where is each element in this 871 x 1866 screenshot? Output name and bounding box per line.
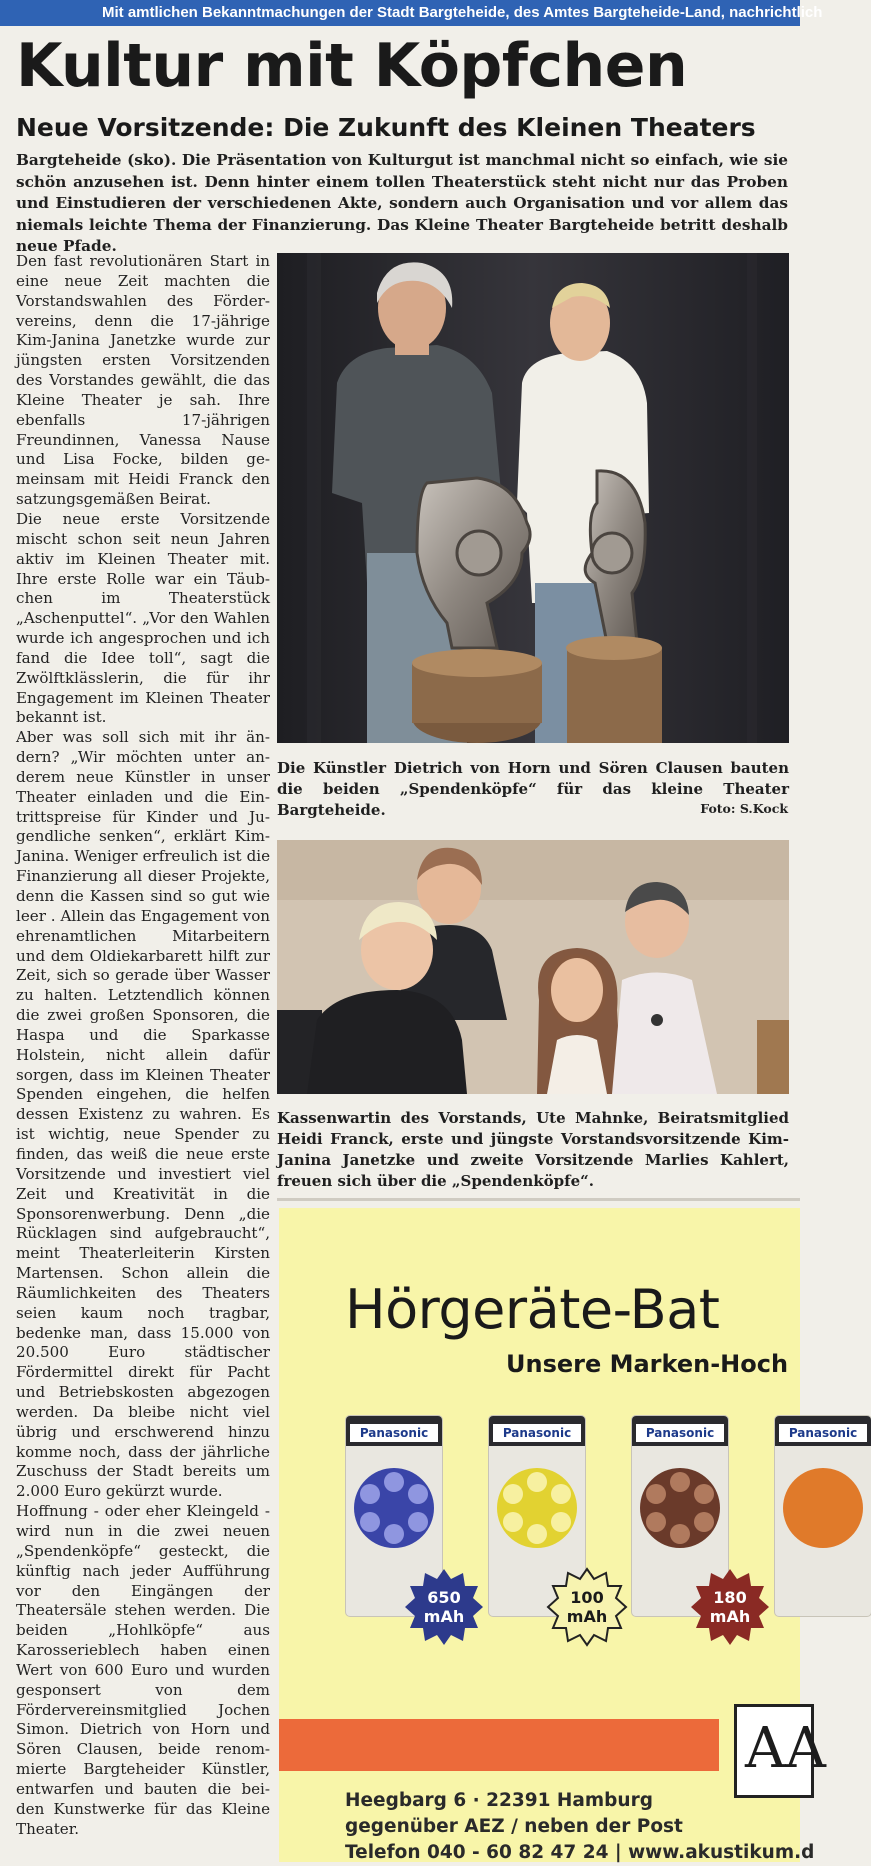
photo-board-illustration bbox=[277, 840, 789, 1094]
ad-subtitle: Unsere Marken-Hoch bbox=[506, 1350, 789, 1378]
section-divider bbox=[277, 1198, 800, 1201]
ad-location-note: gegenüber AEZ / neben der Post bbox=[345, 1816, 683, 1837]
ad-title: Hörgeräte-Bat bbox=[345, 1278, 720, 1341]
battery-brand-label: Panasonic bbox=[493, 1424, 581, 1442]
photo-artists-sculptures bbox=[277, 253, 789, 743]
body-paragraph-2: Die neue erste Vorsitzende mischt schon seit neun Jahren aktiv im Kleinen Theater mit. Ihre erste Rolle war ein Täubchen im Theaterstück „Aschenputtel“. „Vor den Wahlen wurde ich angesprochen und ich fand die Idee toll“, sagt die Zwölftklässlerin, die für ihr Engagement im Kleinen Theater bekannt ist. bbox=[16, 509, 270, 727]
ad-company-logo: AA bbox=[734, 1704, 814, 1798]
capacity-badge-650 bbox=[405, 1568, 483, 1646]
photo-artists-illustration bbox=[277, 253, 789, 743]
badge-unit: mAh bbox=[709, 1607, 751, 1626]
subheadline: Neue Vorsitzende: Die Zukunft des Kleinen Theaters bbox=[16, 113, 756, 142]
badge-value: 650 bbox=[427, 1588, 461, 1607]
photo-credit: Foto: S.Kock bbox=[700, 801, 788, 816]
headline: Kultur mit Köpfchen bbox=[16, 31, 688, 101]
badge-unit: mAh bbox=[566, 1607, 608, 1626]
photo1-caption: Die Künstler Dietrich von Horn und Sören Clausen bauten die beiden „Spendenköpfe“ für das kleine Theater Bargteheide. bbox=[277, 759, 789, 819]
battery-disc-icon bbox=[497, 1468, 577, 1548]
ad-address-block bbox=[345, 1788, 815, 1866]
lead-paragraph: Bargteheide (sko). Die Präsentation von Kulturgut ist manchmal nicht so einfach, wie sie schön anzusehen ist. Denn hinter einem tollen Theaterstück steht nicht nur das Proben und Einstudieren der verschiedenen Akte, sondern auch Organisation und vor allem das niemals leichte Thema der Finanzierung. Das Kleine Theater Bargteheide betritt deshalb neue Pfade. bbox=[16, 151, 788, 255]
battery-disc-icon bbox=[640, 1468, 720, 1548]
battery-brand-label: Panasonic bbox=[350, 1424, 438, 1442]
battery-brand-label: Panasonic bbox=[636, 1424, 724, 1442]
battery-pack-orange bbox=[775, 1416, 871, 1616]
badge-unit: mAh bbox=[423, 1607, 465, 1626]
capacity-badge-180 bbox=[691, 1568, 769, 1646]
ad-street: Heegbarg 6 · 22391 Hamburg bbox=[345, 1790, 653, 1811]
body-paragraph-4: Hoffnung - oder eher Kleingeld - wird nun in die zwei neuen „Spendenköpfe“ gesteckt, die künftig nach jeder Aufführung vor den Eingängen der Theatersäle stehen werden. Die beiden „Hohlköpfe“ aus Karosserieblech haben einen Wert von 600 Euro und wurden gesponsert von dem Fördervereinsmitglied Jochen Simon. Dietrich von Horn und Sören Clausen, beide renommierte Bargteheider Künstler, entwarfen und bauten die beiden Kunstwerke für das Kleine Theater. bbox=[16, 1502, 270, 1838]
battery-disc-icon bbox=[354, 1468, 434, 1548]
badge-value: 180 bbox=[713, 1588, 747, 1607]
capacity-badge-100 bbox=[548, 1568, 626, 1646]
battery-brand-label: Panasonic bbox=[779, 1424, 867, 1442]
body-paragraph-3: Aber was soll sich mit ihr ändern? „Wir möchten unter anderem neue Künstler in unser Theater einladen und die Eintrittspreise für Kinder und Jugendliche senken“, erklärt Kim-Janina. Weniger erfreulich ist die Finanzierung all dieser Projekte, denn die Kassen sind so gut wie leer . Allein das Engagement von ehrenamtlichen Mitarbeitern und dem Oldiekarbarett hilft zur Zeit, sich so gerade über Wasser zu halten. Letztendlich können die zwei großen Sponsoren, die Haspa und die Sparkasse Holstein, nicht allein dafür sorgen, dass im Kleinen Theater Spenden eingehen, die helfen dessen Existenz zu wahren. Es ist wichtig, neue Spender zu finden, das weiß die neue erste Vorsitzende und investiert viel Zeit und Kreativität in die Sponsorenwerbung. Denn „die Rücklagen sind aufgebraucht“, meint Theaterleiterin Kirsten Martensen. Schon allein die Räumlichkeiten des Theaters seien kaum noch tragbar, bedenke man, dass 15.000 von 20.500 Euro städtischer Fördermittel direkt für Pacht und Betriebskosten abgezogen werden. Da bleibe nicht viel übrig und erschwerend hinzu komme noch, dass der jährliche Zuschuss der Stadt bereits um 2.000 Euro gekürzt wurde. bbox=[16, 728, 270, 1501]
masthead-banner: Mit amtlichen Bekanntmachungen der Stadt Bargteheide, des Amtes Bargteheide-Land, nachrichtlich bbox=[0, 0, 800, 26]
battery-disc-icon bbox=[783, 1468, 863, 1548]
body-paragraph-1: Den fast revolutionären Start in eine neue Zeit machten die Vorstandswahlen des Fördervereins, denn die 17-jährige Kim-Janina Janetzke wurde zur jüngsten ersten Vorsitzenden des Vorstandes gewählt, die das Kleine Theater je sah. Ihre ebenfalls 17-jährigen Freundinnen, Vanessa Nause und Lisa Focke, bilden gemeinsam mit Heidi Franck den satzungsgemäßen Beirat. bbox=[16, 252, 270, 509]
badge-value: 100 bbox=[570, 1588, 604, 1607]
article-body bbox=[16, 252, 270, 1840]
ad-phone-web: Telefon 040 - 60 82 47 24 | www.akustikum.d bbox=[345, 1842, 815, 1863]
photo-board-members bbox=[277, 840, 789, 1094]
ad-accent-band bbox=[279, 1719, 719, 1771]
photo2-caption: Kassenwartin des Vorstands, Ute Mahnke, Beiratsmitglied Heidi Franck, erste und jüngste Vorstandsvorsitzende Kim-Janina Janetzke und zweite Vorsitzende Marlies Kahlert, freuen sich über die „Spendenköpfe“. bbox=[277, 1109, 789, 1190]
advertisement bbox=[279, 1208, 858, 1863]
